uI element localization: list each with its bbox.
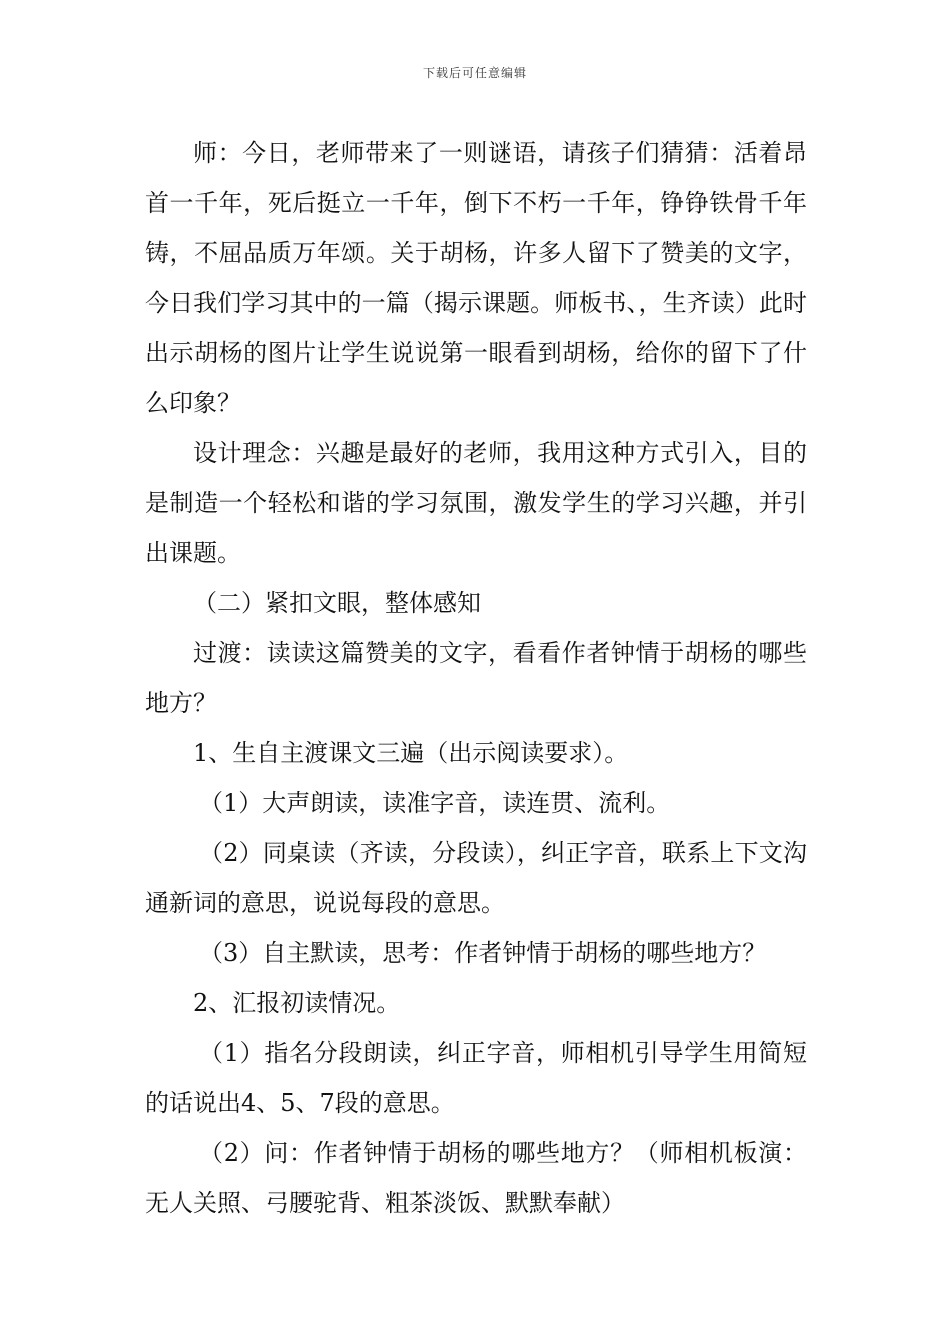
paragraph-design-concept: 设计理念：兴趣是最好的老师，我用这种方式引入，目的是制造一个轻松和谐的学习氛围，激发学生的学习兴趣，并引出课题。 — [145, 439, 807, 567]
section-heading-overall-perception: （二）紧扣文眼，整体感知 — [193, 589, 481, 617]
list-item-report-reading: 2、汇报初读情况。 — [193, 989, 401, 1017]
list-subitem-silent-reading: （3）自主默读，思考：作者钟情于胡杨的哪些地方？ — [199, 939, 767, 967]
list-subitem-desk-mate-reading: （2）同桌读（齐读，分段读），纠正字音，联系上下文沟通新词的意思，说说每段的意思。 — [145, 839, 807, 917]
list-subitem-question-board: （2）问：作者钟情于胡杨的哪些地方？（师相机板演：无人关照、弓腰驼背、粗茶淡饭、默默奉献） — [145, 1139, 807, 1217]
document-body — [145, 128, 807, 1228]
list-subitem-read-aloud: （1）大声朗读，读准字音，读连贯、流利。 — [199, 789, 671, 817]
list-subitem-named-reading: （1）指名分段朗读，纠正字音，师相机引导学生用简短的话说出4、5、7段的意思。 — [145, 1039, 807, 1117]
paragraph-transition: 过渡：读读这篇赞美的文字，看看作者钟情于胡杨的哪些地方？ — [145, 639, 807, 717]
paragraph-riddle-intro: 师：今日，老师带来了一则谜语，请孩子们猜猜：活着昂首一千年，死后挺立一千年，倒下不朽一千年，铮铮铁骨千年铸，不屈品质万年颂。关于胡杨，许多人留下了赞美的文字，今日我们学习其中的一篇（揭示课题。师板书、，生齐读）此时出示胡杨的图片让学生说说第一眼看到胡杨，给你的留下了什么印象？ — [145, 139, 807, 417]
list-item-read-three-times: 1、生自主渡课文三遍（出示阅读要求）。 — [193, 739, 629, 767]
page-header-note: 下载后可任意编辑 — [422, 66, 527, 80]
